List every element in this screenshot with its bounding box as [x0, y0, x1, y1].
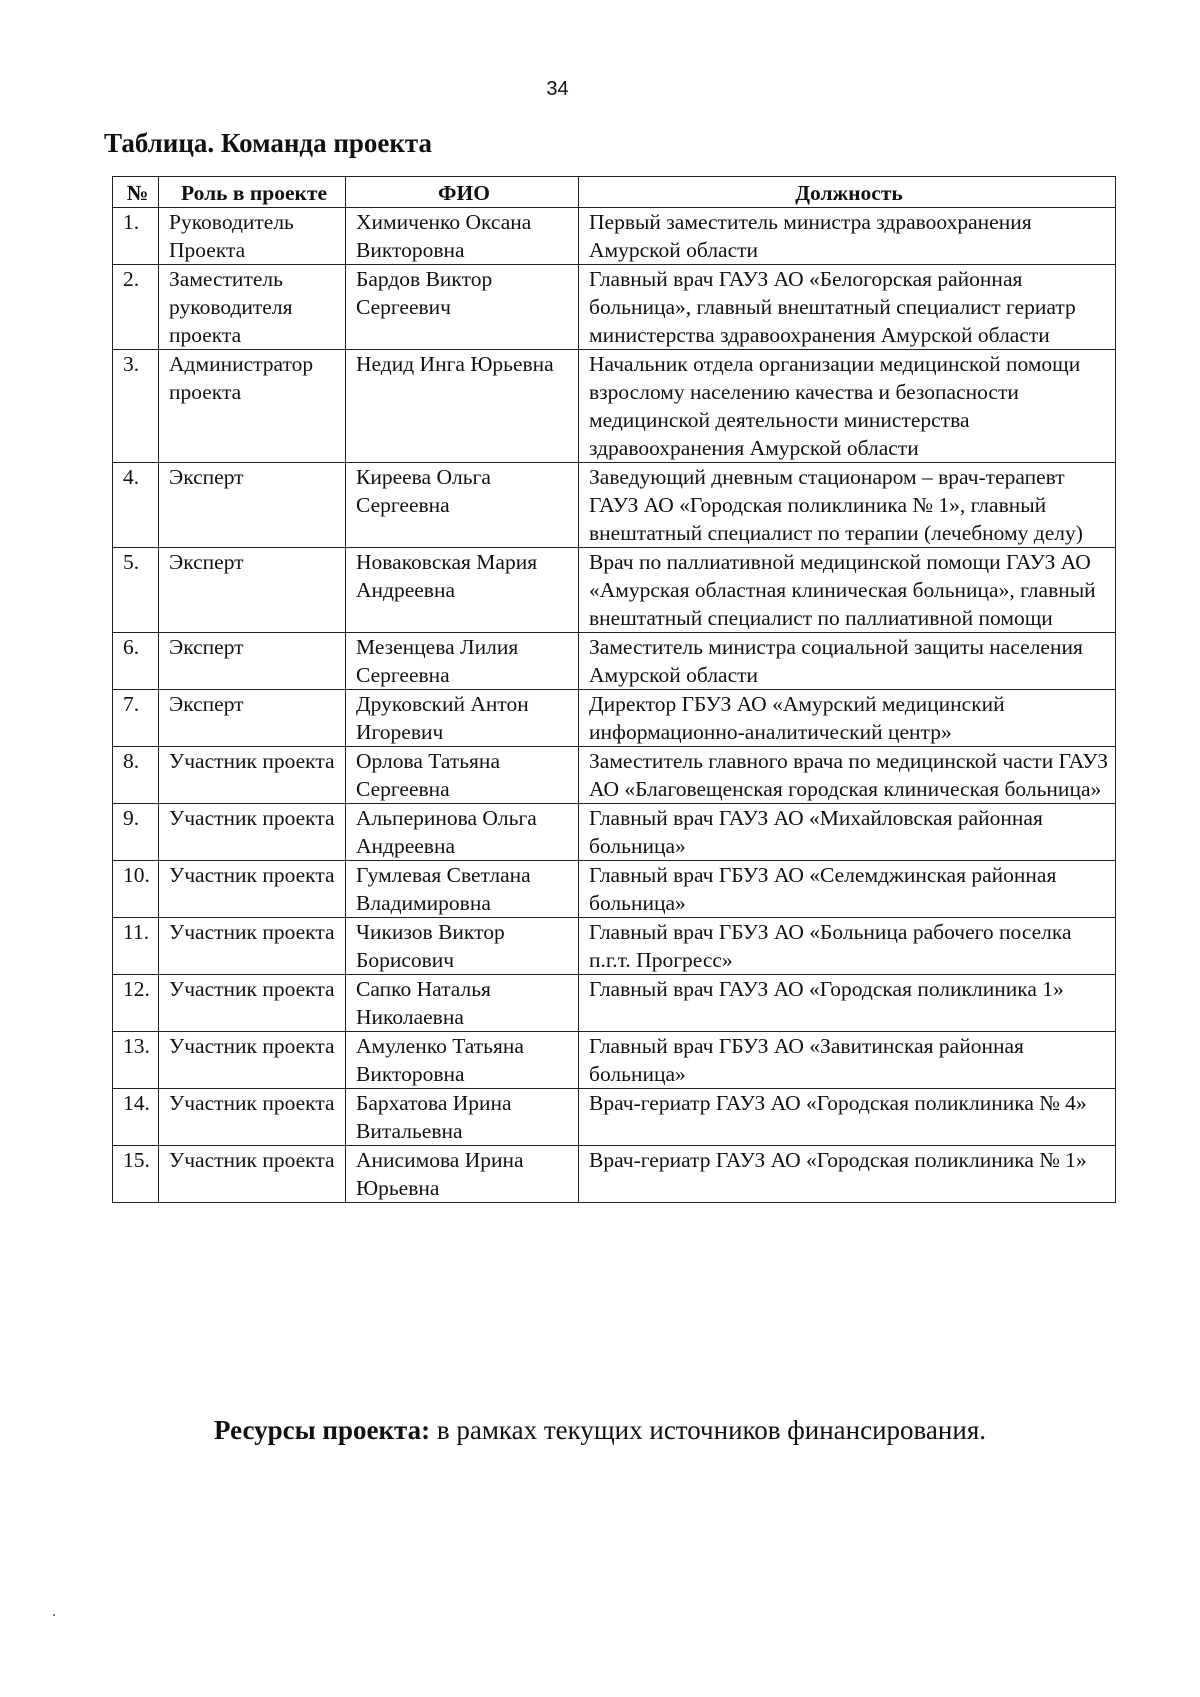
resources-label: Ресурсы проекта: [214, 1415, 431, 1445]
table-header-row [113, 177, 1116, 208]
cell-fio: Чикизов Виктор Борисович [346, 918, 579, 975]
cell-role: Участник проекта [159, 1089, 346, 1146]
cell-role: Участник проекта [159, 975, 346, 1032]
cell-fio: Анисимова Ирина Юрьевна [346, 1146, 579, 1203]
cell-role: Участник проекта [159, 1146, 346, 1203]
table-row [113, 975, 1116, 1032]
cell-role: Администратор проекта [159, 350, 346, 463]
table-caption: Таблица. Команда проекта [104, 128, 433, 158]
cell-fio: Друковский Антон Игоревич [346, 690, 579, 747]
table-row [113, 1032, 1116, 1089]
cell-role: Руководитель Проекта [159, 208, 346, 265]
cell-role: Эксперт [159, 633, 346, 690]
cell-fio: Недид Инга Юрьевна [346, 350, 579, 463]
cell-num: 15. [113, 1146, 159, 1203]
cell-fio: Бархатова Ирина Витальевна [346, 1089, 579, 1146]
table-row [113, 804, 1116, 861]
cell-position: Заместитель министра социальной защиты населения Амурской области [579, 633, 1116, 690]
cell-num: 1. [113, 208, 159, 265]
cell-position: Главный врач ГБУЗ АО «Завитинская районная больница» [579, 1032, 1116, 1089]
table-row [113, 350, 1116, 463]
cell-position: Главный врач ГБУЗ АО «Селемджинская районная больница» [579, 861, 1116, 918]
cell-num: 7. [113, 690, 159, 747]
cell-num: 2. [113, 265, 159, 350]
cell-position: Главный врач ГАУЗ АО «Михайловская районная больница» [579, 804, 1116, 861]
cell-fio: Химиченко Оксана Викторовна [346, 208, 579, 265]
header-position: Должность [579, 177, 1116, 208]
table-body [113, 208, 1116, 1203]
cell-position: Главный врач ГБУЗ АО «Больница рабочего поселка п.г.т. Прогресс» [579, 918, 1116, 975]
header-role: Роль в проекте [159, 177, 346, 208]
scan-speck [53, 1614, 55, 1616]
cell-fio: Мезенцева Лилия Сергеевна [346, 633, 579, 690]
table-row [113, 690, 1116, 747]
table-row [113, 861, 1116, 918]
cell-num: 5. [113, 548, 159, 633]
cell-position: Первый заместитель министра здравоохранения Амурской области [579, 208, 1116, 265]
cell-num: 11. [113, 918, 159, 975]
table-row [113, 208, 1116, 265]
header-fio: ФИО [346, 177, 579, 208]
cell-fio: Альперинова Ольга Андреевна [346, 804, 579, 861]
cell-role: Участник проекта [159, 804, 346, 861]
cell-fio: Киреева Ольга Сергеевна [346, 463, 579, 548]
cell-fio: Сапко Наталья Николаевна [346, 975, 579, 1032]
resources-line [0, 1415, 1200, 1446]
table-row [113, 1146, 1116, 1203]
table-row [113, 265, 1116, 350]
cell-fio: Орлова Татьяна Сергеевна [346, 747, 579, 804]
table-row [113, 633, 1116, 690]
table-row [113, 747, 1116, 804]
cell-fio: Бардов Виктор Сергеевич [346, 265, 579, 350]
cell-num: 9. [113, 804, 159, 861]
cell-fio: Амуленко Татьяна Викторовна [346, 1032, 579, 1089]
cell-fio: Новаковская Мария Андреевна [346, 548, 579, 633]
cell-position: Врач по паллиативной медицинской помощи ГАУЗ АО «Амурская областная клиническая больница», главный внештатный специалист по паллиативной помощи [579, 548, 1116, 633]
cell-fio: Гумлевая Светлана Владимировна [346, 861, 579, 918]
cell-position: Главный врач ГАУЗ АО «Белогорская районная больница», главный внештатный специалист гериатр министерства здравоохранения Амурской области [579, 265, 1116, 350]
cell-role: Эксперт [159, 548, 346, 633]
table-row [113, 918, 1116, 975]
cell-position: Заместитель главного врача по медицинской части ГАУЗ АО «Благовещенская городская клиническая больница» [579, 747, 1116, 804]
cell-role: Эксперт [159, 463, 346, 548]
cell-role: Участник проекта [159, 747, 346, 804]
resources-text: в рамках текущих источников финансирования. [430, 1415, 986, 1445]
cell-num: 6. [113, 633, 159, 690]
header-num: № [113, 177, 159, 208]
cell-num: 13. [113, 1032, 159, 1089]
cell-role: Участник проекта [159, 861, 346, 918]
project-team-table [112, 176, 1116, 1203]
cell-position: Заведующий дневным стационаром – врач-терапевт ГАУЗ АО «Городская поликлиника № 1», главный внештатный специалист по терапии (лечебному делу) [579, 463, 1116, 548]
cell-role: Участник проекта [159, 918, 346, 975]
cell-position: Врач-гериатр ГАУЗ АО «Городская поликлиника № 4» [579, 1089, 1116, 1146]
cell-position: Директор ГБУЗ АО «Амурский медицинский информационно-аналитический центр» [579, 690, 1116, 747]
cell-num: 8. [113, 747, 159, 804]
cell-num: 14. [113, 1089, 159, 1146]
table-row [113, 463, 1116, 548]
cell-role: Участник проекта [159, 1032, 346, 1089]
table-row [113, 1089, 1116, 1146]
cell-position: Начальник отдела организации медицинской помощи взрослому населению качества и безопасности медицинской деятельности министерства здравоохранения Амурской области [579, 350, 1116, 463]
table-row [113, 548, 1116, 633]
cell-position: Главный врач ГАУЗ АО «Городская поликлиника 1» [579, 975, 1116, 1032]
cell-num: 10. [113, 861, 159, 918]
cell-role: Заместитель руководителя проекта [159, 265, 346, 350]
cell-role: Эксперт [159, 690, 346, 747]
cell-num: 4. [113, 463, 159, 548]
cell-num: 3. [113, 350, 159, 463]
page-number: 34 [546, 78, 569, 100]
cell-num: 12. [113, 975, 159, 1032]
cell-position: Врач-гериатр ГАУЗ АО «Городская поликлиника № 1» [579, 1146, 1116, 1203]
